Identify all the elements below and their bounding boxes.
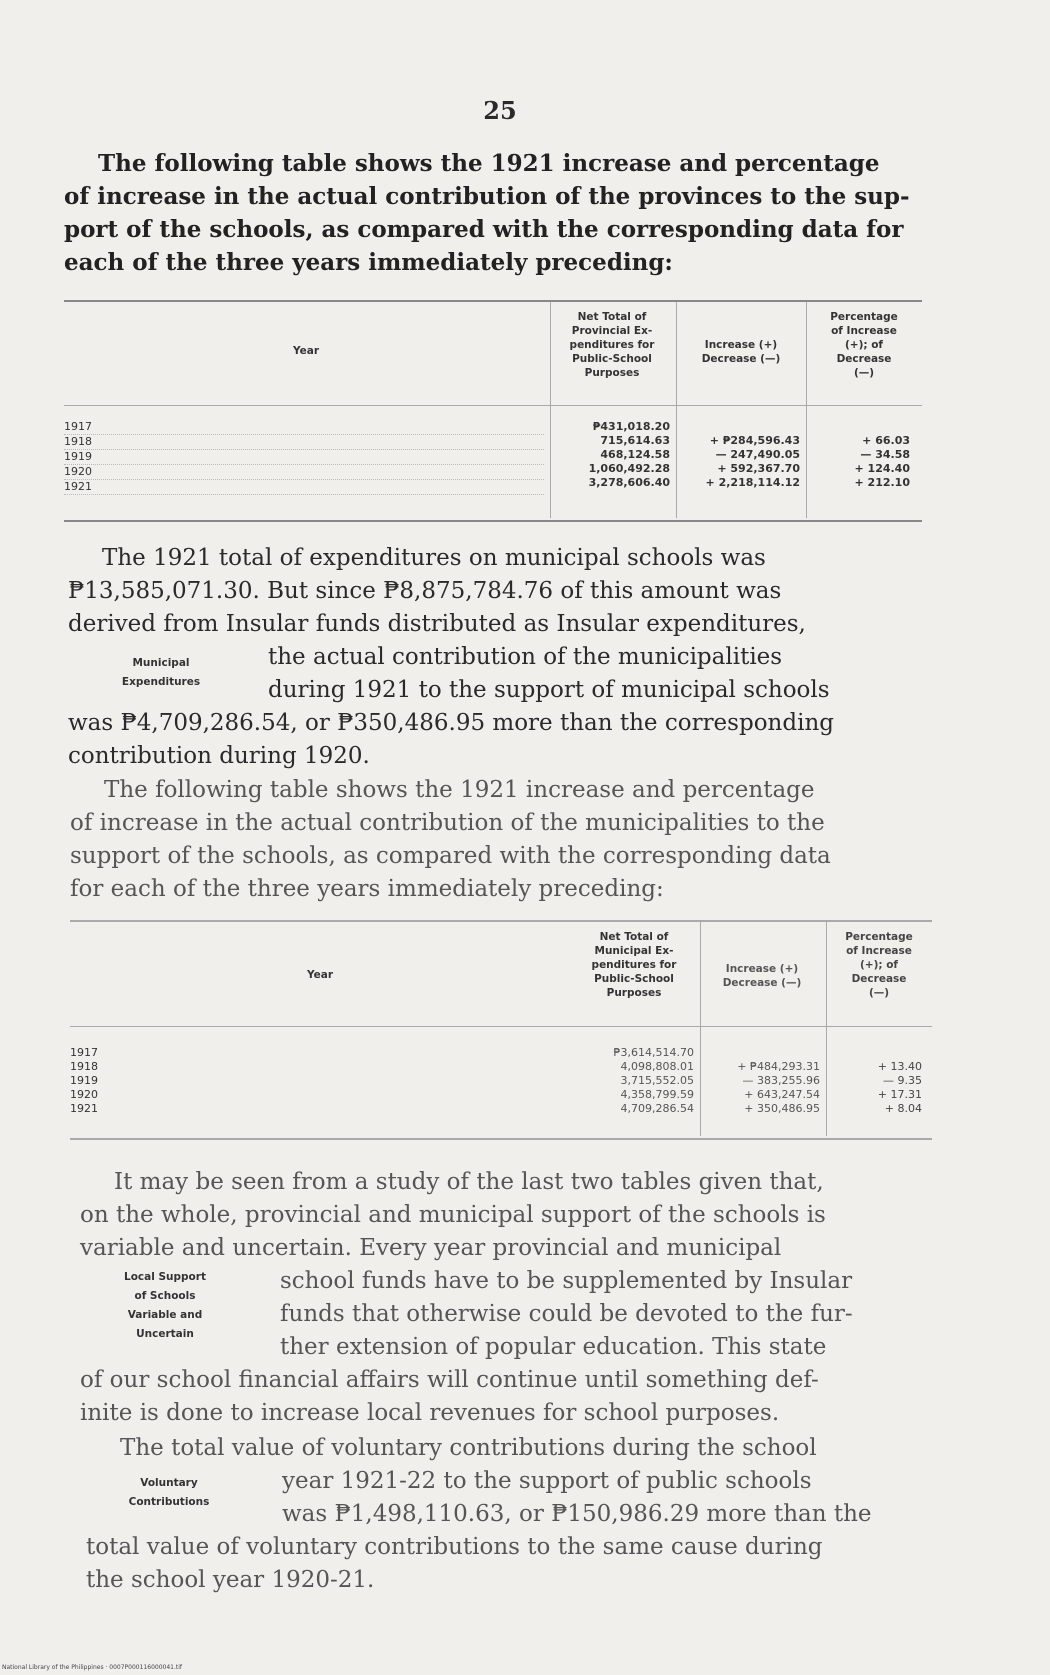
table-cell: 1921 xyxy=(64,480,544,495)
table-cell: + 643,247.54 xyxy=(744,1088,820,1101)
margin-note-voluntary: Voluntary Contributions xyxy=(128,1477,210,1508)
text-line: of our school financial affairs will continue until something def- xyxy=(80,1367,819,1393)
table-cell: 1920 xyxy=(70,1088,98,1101)
table-cell: ₱3,614,514.70 xyxy=(613,1046,694,1059)
table-cell: 1920 xyxy=(64,465,544,480)
table-cell: + 350,486.95 xyxy=(744,1102,820,1115)
table-cell: — 247,490.05 xyxy=(715,448,800,461)
year-column xyxy=(64,420,544,495)
column-divider xyxy=(806,302,807,518)
text-line: contribution during 1920. xyxy=(68,743,370,769)
table-cell: 1921 xyxy=(70,1102,98,1115)
header-percentage: Percentage of Increase (+); of Decrease (—) xyxy=(830,311,898,379)
municipal-table xyxy=(70,920,932,1140)
column-divider xyxy=(700,922,701,1136)
table-cell: + 66.03 xyxy=(862,434,910,447)
table-cell: + 212.10 xyxy=(854,476,910,489)
table-cell: 1918 xyxy=(64,435,544,450)
voluntary-paragraph xyxy=(86,1432,934,1597)
table-cell: 4,358,799.59 xyxy=(620,1088,694,1101)
text-line: funds that otherwise could be devoted to the fur- xyxy=(280,1301,853,1327)
header-increase-decrease: Increase (+) Decrease (—) xyxy=(701,339,781,365)
change-column xyxy=(680,434,800,490)
intro-paragraph xyxy=(64,147,916,279)
text-line: was ₱1,498,110.63, or ₱150,986.29 more than the xyxy=(282,1501,872,1527)
table-cell: 3,278,606.40 xyxy=(588,476,670,489)
table-cell: 1917 xyxy=(70,1046,98,1059)
header-net-total: Net Total of Municipal Ex- penditures for Public-School Purposes xyxy=(591,931,677,999)
text-line: the actual contribution of the municipalities xyxy=(268,644,783,670)
text-line: derived from Insular funds distributed as Insular expenditures, xyxy=(68,611,806,637)
text-line: The following table shows the 1921 increase and percentage xyxy=(104,777,815,803)
text-line: variable and uncertain. Every year provincial and municipal xyxy=(80,1235,782,1261)
column-divider xyxy=(826,922,827,1136)
table-cell: 3,715,552.05 xyxy=(620,1074,694,1087)
text-line: school funds have to be supplemented by Insular xyxy=(280,1268,853,1294)
footer-caption: National Library of the Philippines · 0007P000116000041.tif xyxy=(2,1664,183,1671)
text-line: The total value of voluntary contributions during the school xyxy=(120,1435,817,1461)
text-line: for each of the three years immediately preceding: xyxy=(70,876,664,902)
table-cell: 715,614.63 xyxy=(600,434,670,447)
column-divider xyxy=(676,302,677,518)
net-total-column xyxy=(570,1046,694,1116)
text-line: inite is done to increase local revenues for school purposes. xyxy=(80,1400,780,1426)
margin-note-local-support: Local Support of Schools Variable and Uncertain xyxy=(124,1271,206,1340)
table-cell: 1918 xyxy=(70,1060,98,1073)
text-line: The following table shows the 1921 increase and percentage xyxy=(98,150,880,177)
year-column xyxy=(70,1046,566,1116)
table-cell: + 8.04 xyxy=(884,1102,922,1115)
text-line: support of the schools, as compared with the corresponding data xyxy=(70,843,831,869)
provincial-table xyxy=(64,300,922,522)
text-line: each of the three years immediately preceding: xyxy=(64,249,673,276)
text-line: of increase in the actual contribution of the municipalities to the xyxy=(70,810,825,836)
table-cell: 1,060,492.28 xyxy=(588,462,670,475)
text-line: of increase in the actual contribution of the provinces to the sup- xyxy=(64,183,910,210)
table-cell: — 34.58 xyxy=(860,448,910,461)
percentage-column xyxy=(810,434,910,490)
net-total-column xyxy=(554,420,670,490)
header-net-total: Net Total of Provincial Ex- penditures for Public-School Purposes xyxy=(569,311,655,379)
percentage-column xyxy=(830,1060,922,1116)
page-number: 25 xyxy=(483,96,517,125)
header-year: Year xyxy=(306,969,334,981)
margin-note-municipal: Municipal Expenditures xyxy=(121,657,201,688)
text-line: the school year 1920-21. xyxy=(86,1567,375,1593)
text-line: on the whole, provincial and municipal support of the schools is xyxy=(80,1202,826,1228)
text-line: during 1921 to the support of municipal schools xyxy=(268,677,830,703)
text-line: It may be seen from a study of the last two tables given that, xyxy=(114,1169,824,1195)
table-cell: + ₱284,596.43 xyxy=(709,434,800,447)
second-intro-paragraph xyxy=(70,774,926,906)
table-cell: + 17.31 xyxy=(877,1088,922,1101)
text-line: year 1921-22 to the support of public schools xyxy=(282,1468,812,1494)
table-cell: 1919 xyxy=(70,1074,98,1087)
text-line: ₱13,585,071.30. But since ₱8,875,784.76 of this amount was xyxy=(68,578,782,604)
table-cell: 4,098,808.01 xyxy=(620,1060,694,1073)
text-line: ther extension of popular education. This state xyxy=(280,1334,827,1360)
change-column xyxy=(704,1060,820,1116)
table-cell: + ₱484,293.31 xyxy=(737,1060,820,1073)
table-cell: 4,709,286.54 xyxy=(620,1102,694,1115)
table-cell: + 13.40 xyxy=(877,1060,922,1073)
header-percentage: Percentage of Increase (+); of Decrease (—) xyxy=(845,931,913,999)
table-cell: 1919 xyxy=(64,450,544,465)
column-divider xyxy=(550,302,551,518)
text-line: was ₱4,709,286.54, or ₱350,486.95 more than the corresponding xyxy=(68,710,834,736)
table-cell: + 592,367.70 xyxy=(717,462,800,475)
table-cell: ₱431,018.20 xyxy=(592,420,670,433)
table-cell: 468,124.58 xyxy=(600,448,670,461)
text-line: The 1921 total of expenditures on municipal schools was xyxy=(102,545,766,571)
header-year: Year xyxy=(292,345,320,357)
text-line: total value of voluntary contributions to the same cause during xyxy=(86,1534,823,1560)
table-cell: + 124.40 xyxy=(854,462,910,475)
table-cell: + 2,218,114.12 xyxy=(705,476,800,489)
text-line: port of the schools, as compared with the corresponding data for xyxy=(64,216,904,243)
header-increase-decrease: Increase (+) Decrease (—) xyxy=(722,963,802,989)
table-cell: — 9.35 xyxy=(883,1074,922,1087)
table-cell: 1917 xyxy=(64,420,544,435)
table-cell: — 383,255.96 xyxy=(742,1074,820,1087)
